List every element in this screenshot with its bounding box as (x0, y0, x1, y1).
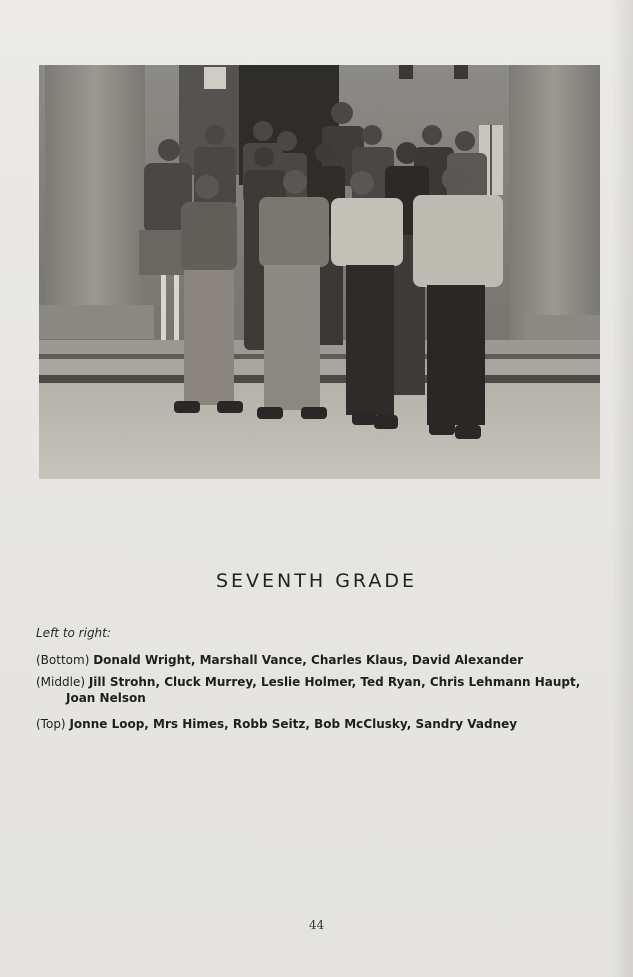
caption-row-middle (36, 674, 606, 706)
caption-row-names: Donald Wright, Marshall Vance, Charles Klaus, David Alexander (93, 653, 524, 667)
caption-row-continuation: Joan Nelson (66, 691, 146, 705)
page-title: SEVENTH GRADE (215, 570, 417, 592)
caption-row-tag: (Middle) (36, 675, 86, 689)
caption-row-tag: (Top) (36, 717, 66, 731)
caption-row-top (36, 716, 606, 732)
caption-intro: Left to right: (36, 626, 111, 640)
caption-row-names: Jill Strohn, Cluck Murrey, Leslie Holmer, Ted Ryan, Chris Lehmann Haupt, (88, 675, 581, 689)
caption-row-names: Jonne Loop, Mrs Himes, Robb Seitz, Bob McClusky, Sandry Vadney (69, 717, 518, 731)
page-number: 44 (308, 918, 325, 932)
page-edge-shadow (611, 0, 633, 977)
class-photograph-image (39, 65, 600, 479)
class-photograph (39, 65, 600, 479)
caption-row-bottom (36, 652, 606, 668)
caption-row-tag: (Bottom) (36, 653, 90, 667)
